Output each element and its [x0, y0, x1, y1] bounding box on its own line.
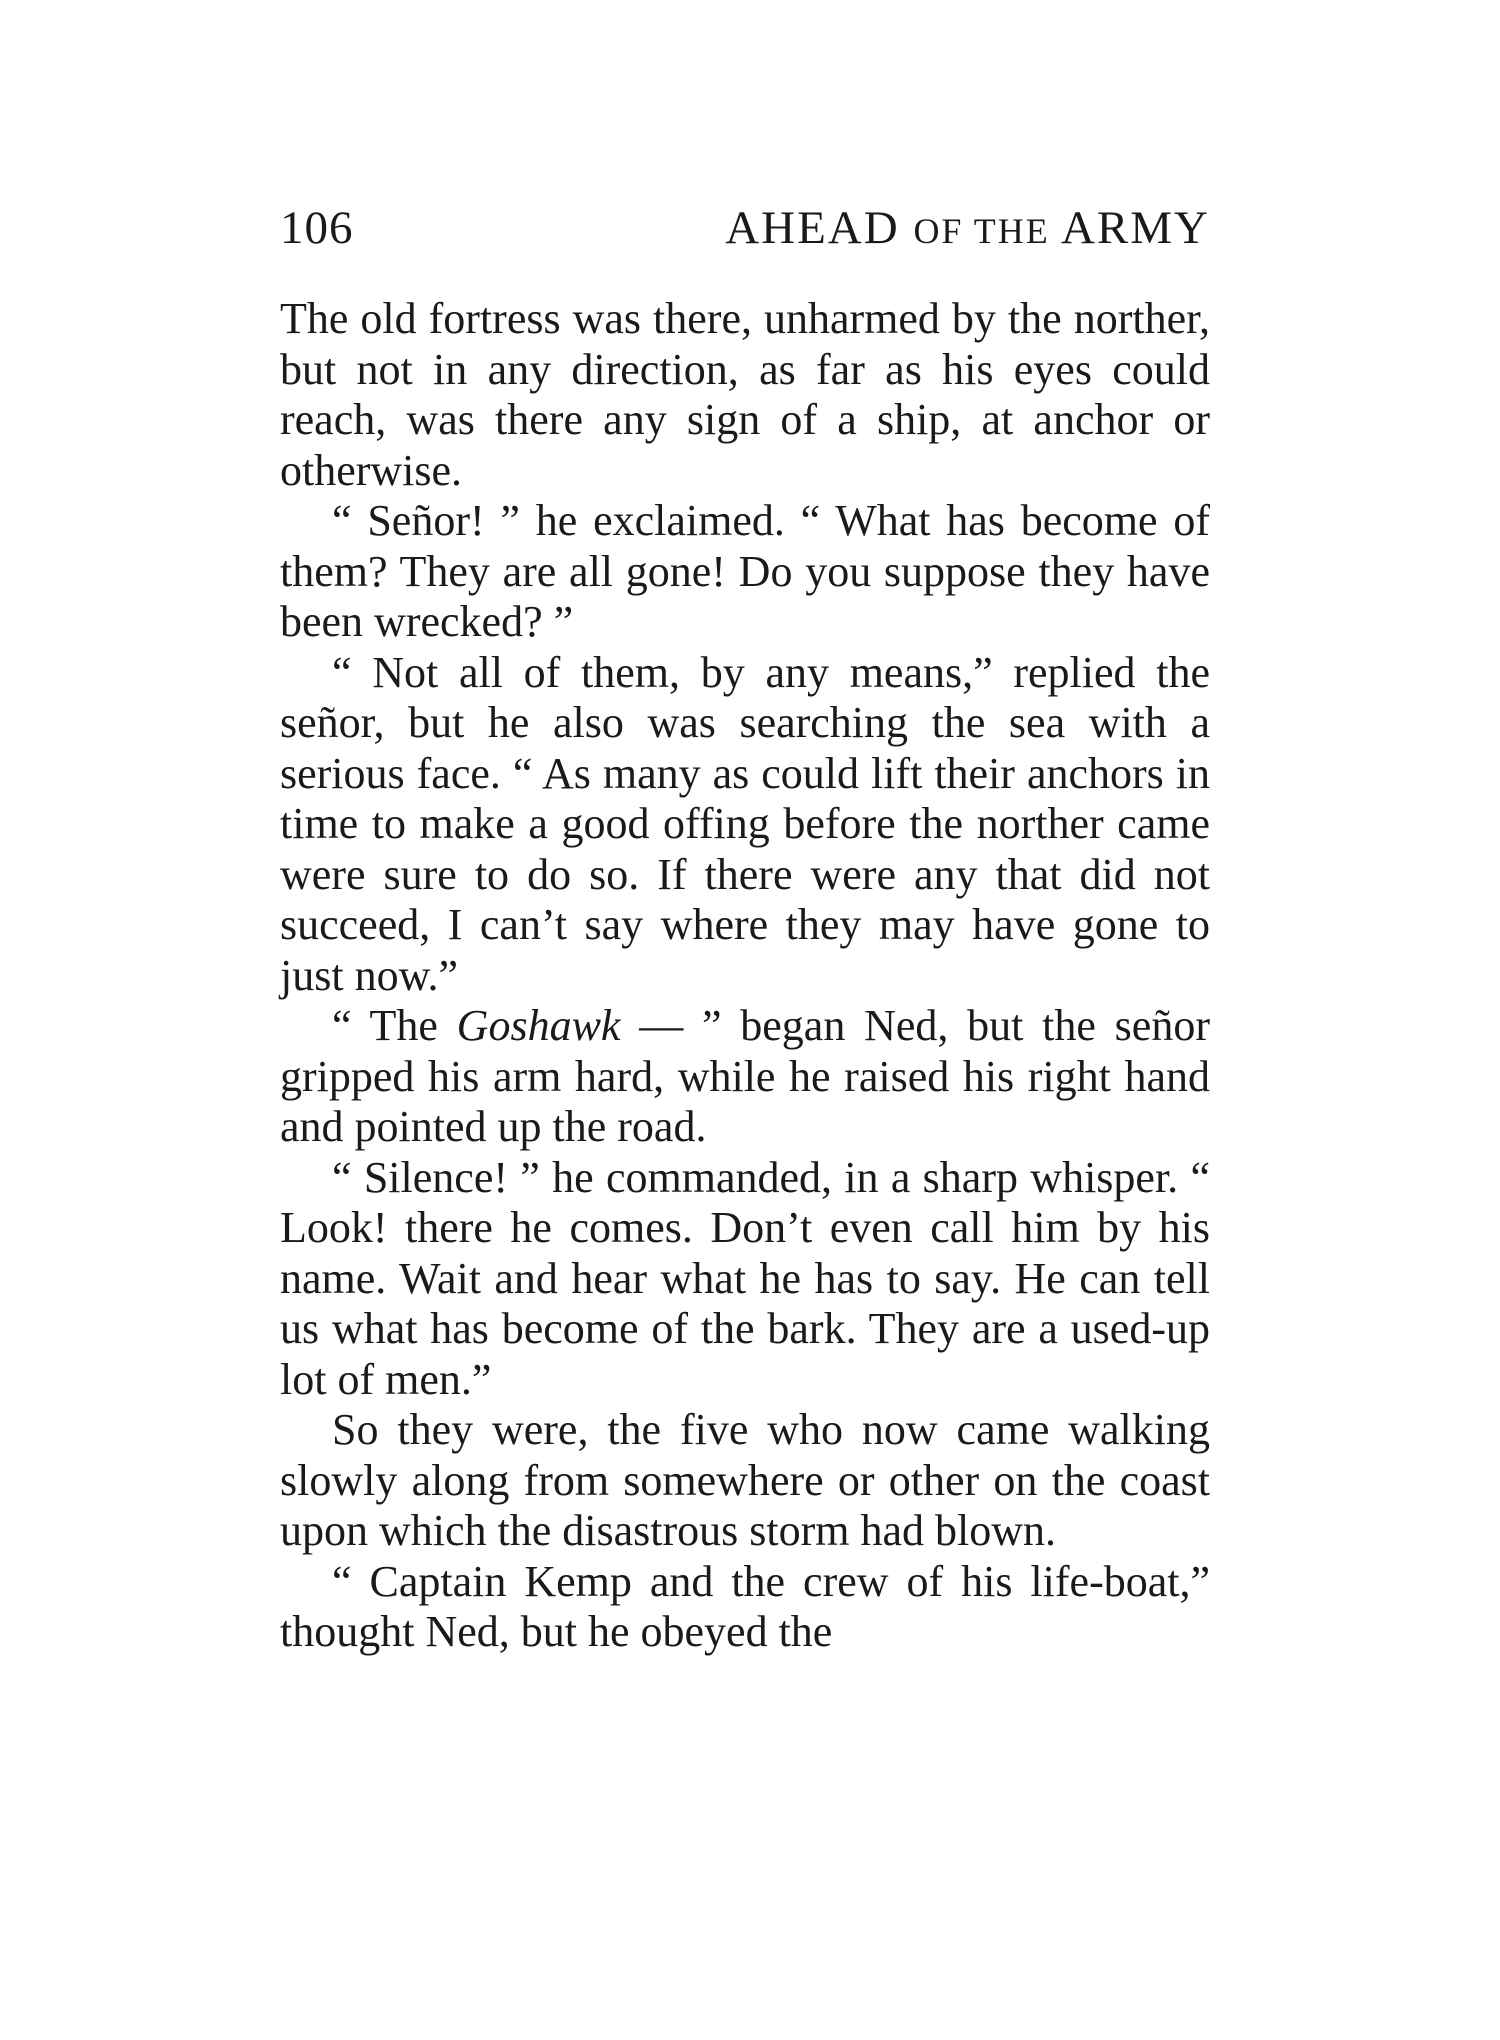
paragraph-4-after: — ” began Ned, but the señor gripped his arm hard, while he raised his right hand and pointed up the road. — [280, 1001, 1210, 1151]
body-text — [280, 294, 1210, 1658]
running-head-title-part3: ARMY — [1060, 202, 1210, 254]
paragraph-3: “ Not all of them, by any means,” replied the señor, but he also was searching the sea with a serious face. “ As many as could lift their anchors in time to make a good offing before the norther came were sure to do so. If there were any that did not succeed, I can’t say where they may have gone to just now.” — [280, 647, 1210, 1000]
running-head-title-part1: AHEAD — [725, 202, 900, 254]
page-header — [280, 198, 1210, 258]
paragraph-2: “ Señor! ” he exclaimed. “ What has become of them? They are all gone! Do you suppose they have been wrecked? ” — [280, 496, 1210, 646]
paragraph-1: The old fortress was there, unharmed by the norther, but not in any direction, as far as his eyes could reach, was there any sign of a ship, at anchor or otherwise. — [280, 294, 1210, 495]
ship-name-italic: Goshawk — [456, 1001, 621, 1050]
paragraph-5: “ Silence! ” he commanded, in a sharp whisper. “ Look! there he comes. Don’t even call him by his name. Wait and hear what he has to say. He can tell us what has become of the bark. They are a used-up lot of men.” — [280, 1152, 1210, 1404]
running-head — [725, 198, 1210, 261]
paragraph-4 — [280, 1001, 1210, 1153]
page-number: 106 — [280, 202, 354, 254]
running-head-title-part2: OF THE — [913, 211, 1050, 251]
paragraph-7: “ Captain Kemp and the crew of his life-boat,” thought Ned, but he obeyed the — [280, 1556, 1210, 1656]
paragraph-6: So they were, the five who now came walking slowly along from somewhere or other on the coast upon which the disastrous storm had blown. — [280, 1405, 1210, 1555]
paragraph-4-before: “ The — [332, 1001, 457, 1050]
